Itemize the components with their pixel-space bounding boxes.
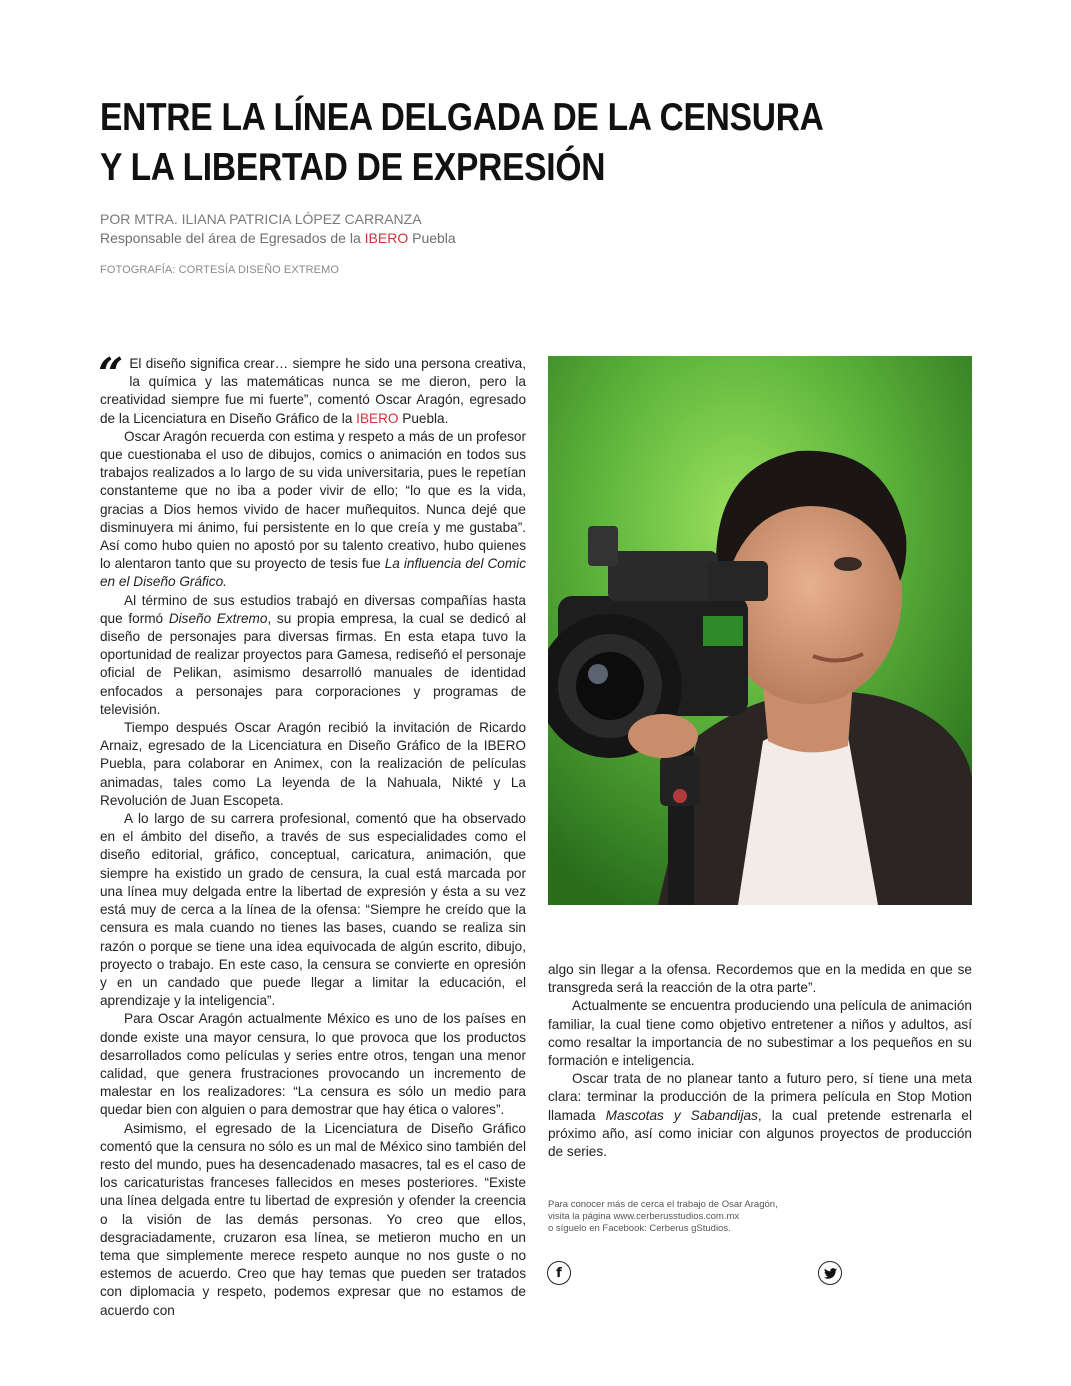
paragraph-9: Actualmente se encuentra produciendo una película de animación familiar, la cual tiene como objetivo entretener a niños y adultos, así como resaltar la importancia de no subestimar a los pequeños en su formación e inteligencia. [548, 998, 972, 1069]
photo-credit: FOTOGRAFÍA: CORTESÍA DISEÑO EXTREMO [100, 264, 340, 276]
p3-end: , su propia empresa, la cual se dedicó al diseño de personajes para diversas firmas. En esta etapa tuvo la oportunidad de realizar proyectos para Gamesa, rediseñó el personaje oficial de Pelikan, asimismo desarrolló manuales de identidad enfocados a personajes para corporaciones y programas de televisión. [100, 610, 527, 717]
paragraph-5: A lo largo de su carrera profesional, comentó que ha observado en el ámbito del diseño, a través de sus especialidades como el diseño editorial, gráfico, conceptual, caricatura, animación, que siempre ha existido un grado de censura, la cual está marcada por una línea muy delgada entre la libertad de expresión y ésta a su vez está muy de cerca a la línea de la ofensa: “Siempre he creído que la censura es mala cuando no tienes las bases, cuando se realiza sin razón o porque se tiene una idea equivocada de algún escrito, dibujo, proyecto o trabajo. En este caso, la censura se convierte en opresión y en un candado que puede llegar a limitar la educación, el aprendizaje y la inteligencia”. [100, 811, 526, 1009]
footnote-line-3: o síguelo en Facebook: Cerberus gStudios. [548, 1223, 731, 1234]
paragraph-10 [548, 1070, 972, 1161]
twitter-icon[interactable] [818, 1261, 842, 1285]
p10-text: Oscar trata de no planear tanto a futuro pero, sí tiene una meta clara: terminar la producción de la primera película en Stop Motion llamada [548, 1071, 972, 1123]
p1-text: El diseño significa crear… siempre he sido una persona creativa, la química y las matemáticas nunca se me dieron, pero la creatividad siempre fue mi fuerte”, comentó Oscar Aragón, egresado de la Licenciatura en Diseño Gráfico de la [100, 356, 526, 426]
twitter-bird-icon [824, 1268, 837, 1279]
film-title: Mascotas y Sabandijas [605, 1107, 758, 1123]
author: POR MTRA. ILIANA PATRICIA LÓPEZ CARRANZA [100, 211, 422, 227]
p10-end: , la cual pretende estrenarla el próximo año, así como iniciar con algunos proyectos de producción de series. [548, 1107, 972, 1160]
p2-text: Oscar Aragón recuerda con estima y respeto a más de un profesor que cuestionaba el uso de dibujos, comics o animación en todos sus trabajos realizados a lo largo de su vida universitaria, pues le repetían constanteme que no iba a poder vivir de ello; “lo que es la vida, gracias a Dios hemos vivido de hacer muñequitos. Nunca dejé que disminuyera mi ánimo, fui persistente en lo que creía y me gustaba”. Así como hubo quien no apostó por su talento creativo, hubo quienes lo alentaron tanto que su proyecto de tesis fue [100, 428, 526, 572]
p1-end: Puebla. [398, 410, 449, 426]
portrait-photo [548, 356, 972, 905]
facebook-icon[interactable] [547, 1261, 571, 1285]
ibero-highlight: IBERO [364, 230, 409, 246]
paragraph-6: Para Oscar Aragón actualmente México es uno de los países en donde existe una mayor censura, lo que provoca que los productos desarrollados como películas y series entre otros, tengan una menor calidad, que genera frustraciones provocando un incremento de malestar en los realizadores: “La censura es sólo un medio para quedar bien con alguien o para demostrar que hay ética o valores”. [100, 1011, 526, 1118]
paragraph-4: Tiempo después Oscar Aragón recibió la invitación de Ricardo Arnaiz, egresado de la Licenciatura en Diseño Gráfico de la IBERO Puebla, para colaborar en Animex, con la realización de películas animadas, tales como La leyenda de la Nahuala, Nikté y La Revolución de Juan Escopeta. [100, 720, 526, 808]
ibero-highlight: IBERO [356, 410, 399, 426]
footnote [548, 1199, 778, 1235]
byline [100, 210, 456, 248]
footnote-line-2[interactable]: visita la página www.cerberusstudios.com.mx [548, 1211, 740, 1222]
title-line-2: Y LA LIBERTAD DE EXPRESIÓN [100, 146, 606, 189]
cameraman-illustration [548, 356, 972, 905]
article-title [100, 93, 857, 193]
footnote-line-1: Para conocer más de cerca el trabajo de Osar Aragón, [548, 1199, 778, 1210]
role-text-end: Puebla [408, 230, 456, 246]
author-role [100, 229, 456, 248]
paragraph-2 [100, 428, 526, 592]
title-line-1: ENTRE LA LÍNEA DELGADA DE LA CENSURA [100, 96, 824, 139]
paragraph-3 [100, 592, 526, 719]
facebook-glyph: f [556, 1265, 562, 1281]
thesis-title: La influencia del Comic en el Diseño Gráfico. [100, 556, 526, 590]
open-quote-mark: “ [98, 349, 124, 400]
paragraph-1 [98, 349, 526, 428]
company-name: Diseño Extremo [168, 610, 268, 626]
paragraph-7: Asimismo, el egresado de la Licenciatura de Diseño Gráfico comentó que la censura no sólo es un mal de México sino también del resto del mundo, pues ha desencadenado masacres, tal es el caso de los caricaturistas franceses fallecidos en meses posteriores. “Existe una línea delgada entre tu libertad de expresión y ofender la creencia o la visión de las demás personas. Yo creo que ellos, desgraciadamente, cruzaron esa línea, se metieron mucho en un tema que simplemente merece respeto aunque no nos guste o no estemos de acuerdo. Creo que hay temas que pueden ser tratados con diplomacia y respeto, podemos expresar que no estamos de acuerdo con [100, 1120, 526, 1318]
paragraph-8: algo sin llegar a la ofensa. Recordemos que en la medida en que se transgreda será la reacción de la otra parte”. [548, 962, 972, 996]
role-text: Responsable del área de Egresados de la [100, 230, 365, 246]
article-body-left [98, 349, 527, 1320]
article-body-right [548, 961, 972, 1161]
p3-text: Al término de sus estudios trabajó en diversas compañías hasta que formó [100, 592, 526, 626]
